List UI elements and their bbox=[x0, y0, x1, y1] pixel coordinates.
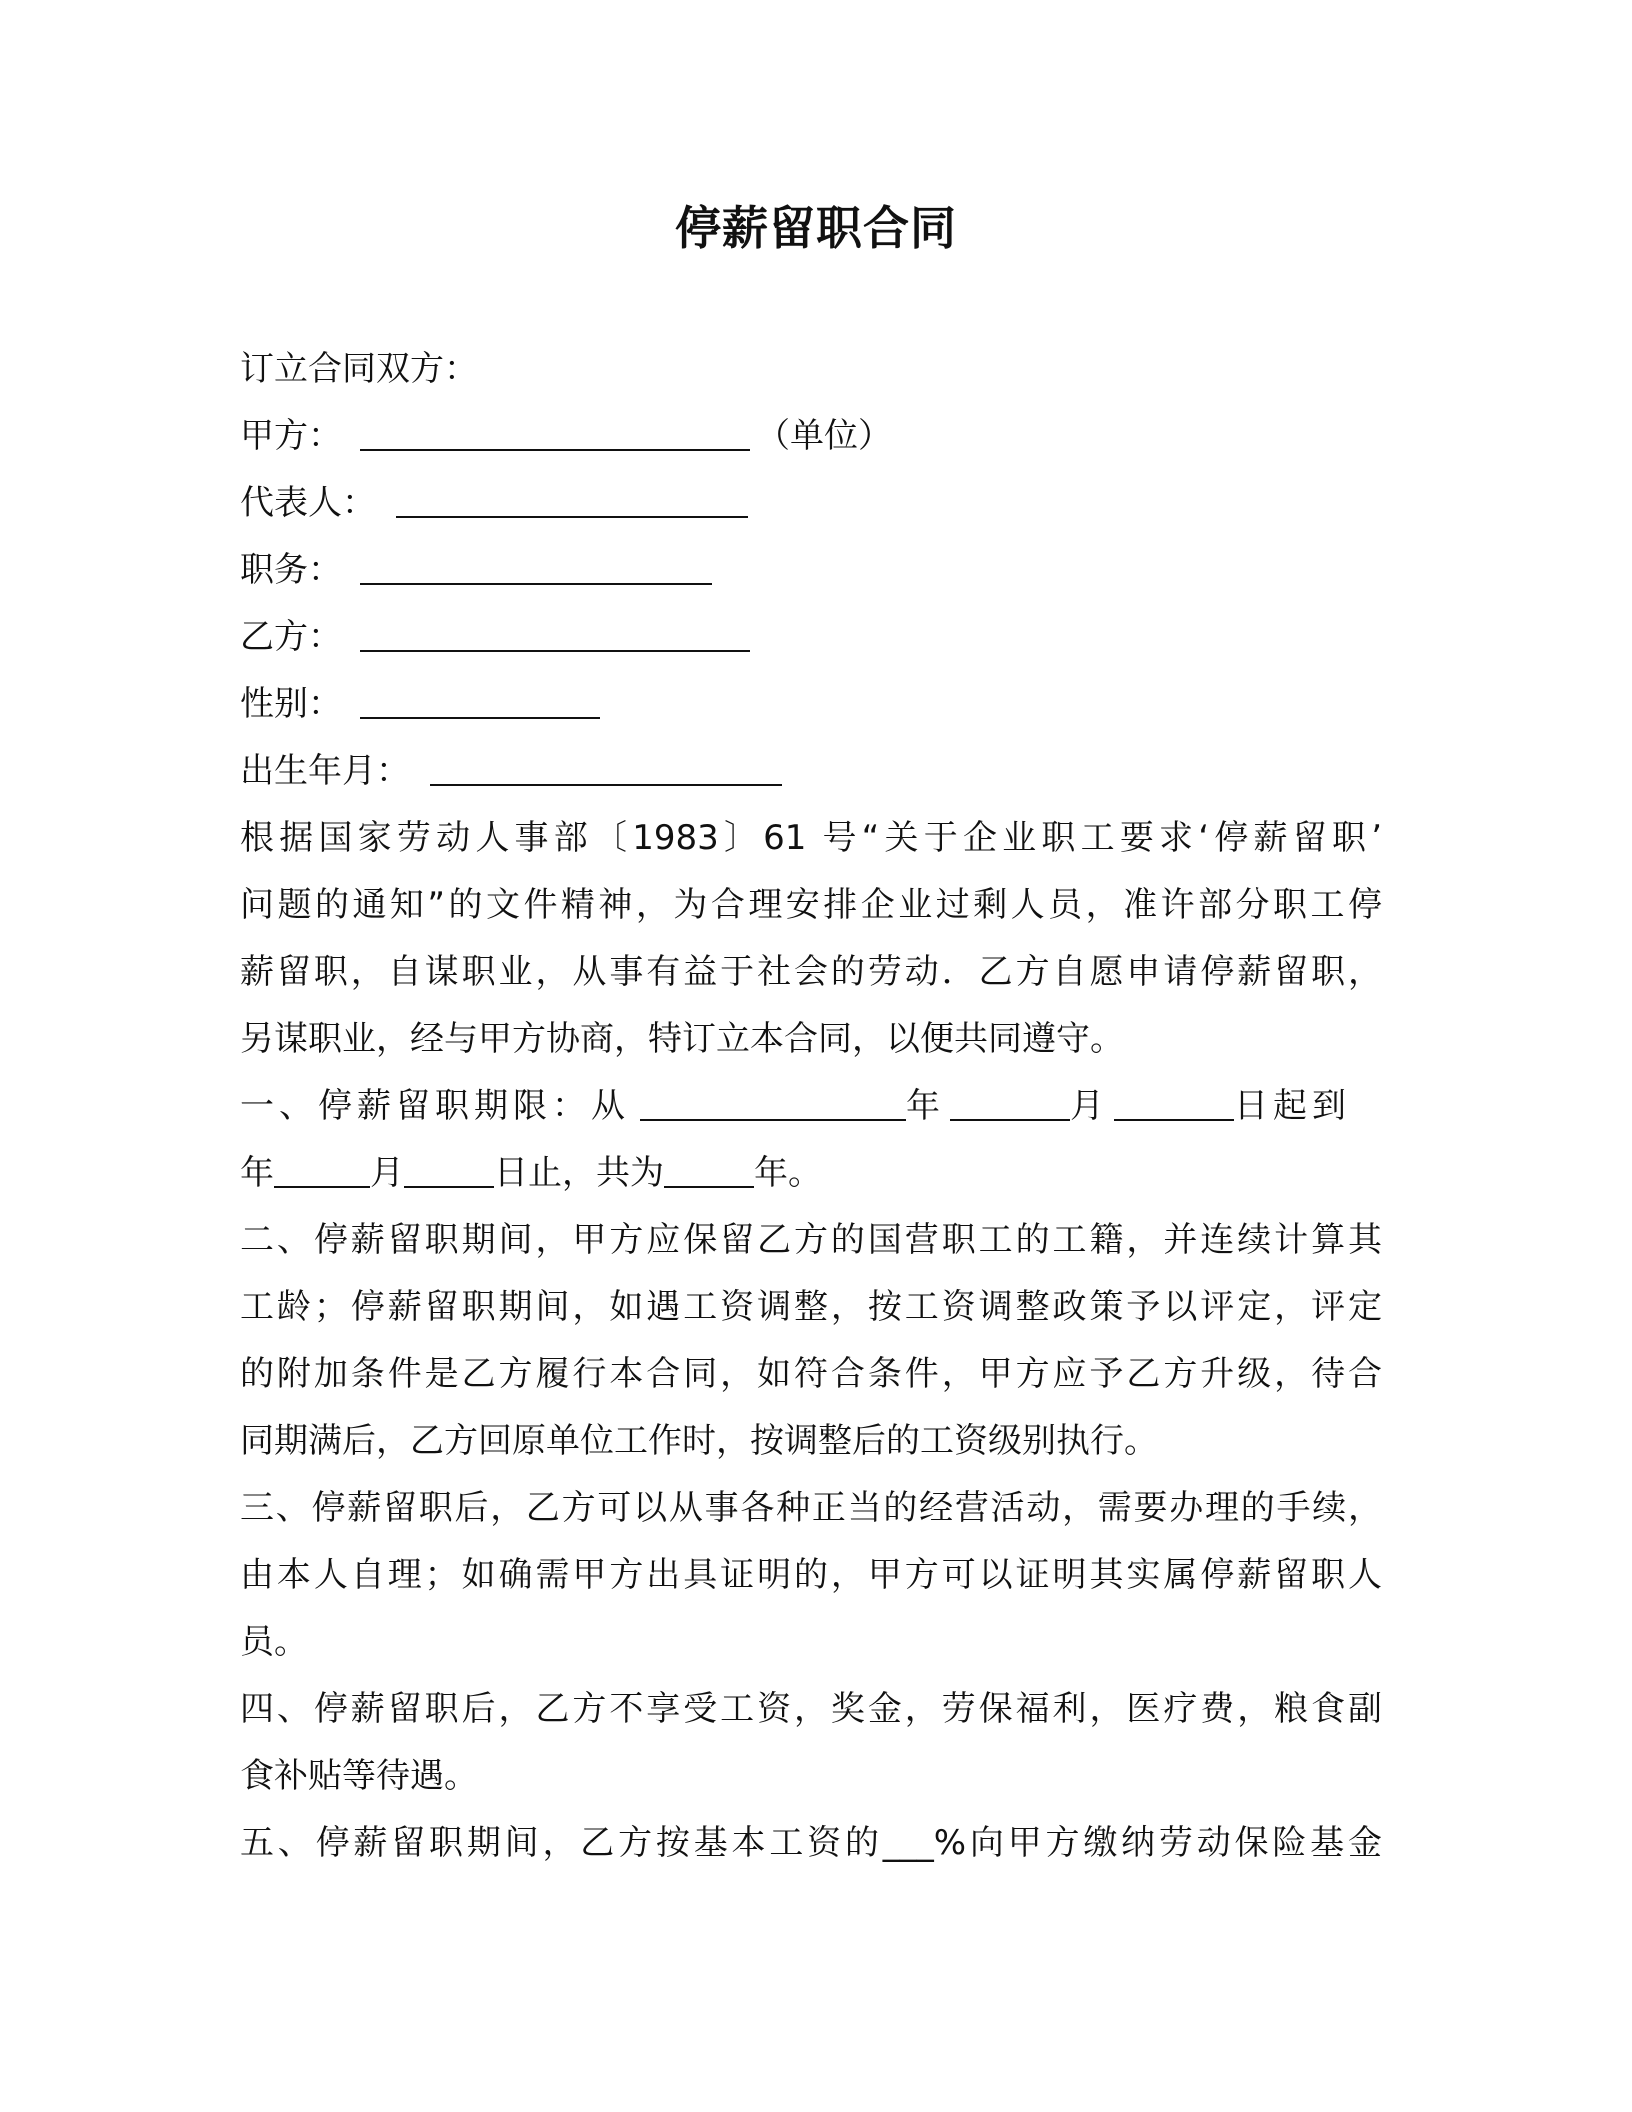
party-a-label: 甲方： bbox=[240, 416, 342, 456]
clause1-start-day-blank[interactable] bbox=[1114, 1083, 1234, 1121]
clause4-line-1: 四、停薪留职后，乙方不享受工资，奖金，劳保福利，医疗费，粮食副 bbox=[240, 1689, 1382, 1729]
clause2-line-4: 同期满后，乙方回原单位工作时，按调整后的工资级别执行。 bbox=[240, 1421, 1158, 1461]
clause1-day-until-label: 日止，共为 bbox=[494, 1153, 664, 1193]
clause1-month2-label: 月 bbox=[370, 1153, 404, 1193]
clause4-line-2: 食补贴等待遇。 bbox=[240, 1756, 478, 1796]
representative-blank[interactable] bbox=[396, 480, 748, 518]
clause1-row-1 bbox=[240, 1081, 1382, 1131]
clause1-end-day-blank[interactable] bbox=[404, 1150, 494, 1188]
preamble-line-4: 另谋职业，经与甲方协商，特订立本合同，以便共同遵守。 bbox=[240, 1019, 1124, 1059]
clause3-line-2: 由本人自理；如确需甲方出具证明的，甲方可以证明其实属停薪留职人 bbox=[240, 1555, 1382, 1595]
gender-blank[interactable] bbox=[360, 681, 600, 719]
position-label: 职务： bbox=[240, 550, 342, 590]
document-title: 停薪留职合同 bbox=[675, 201, 957, 255]
clause3-line-1: 三、停薪留职后，乙方可以从事各种正当的经营活动，需要办理的手续， bbox=[240, 1488, 1382, 1528]
clause2-line-1: 二、停薪留职期间，甲方应保留乙方的国营职工的工籍，并连续计算其 bbox=[240, 1220, 1382, 1260]
clause1-start-month-blank[interactable] bbox=[950, 1083, 1070, 1121]
party-b-blank[interactable] bbox=[360, 614, 750, 652]
birth-blank[interactable] bbox=[430, 748, 782, 786]
party-b-row bbox=[240, 612, 1382, 662]
clause5-line-1: 五、停薪留职期间，乙方按基本工资的___%向甲方缴纳劳动保险基金 bbox=[240, 1823, 1382, 1863]
position-row bbox=[240, 545, 1382, 595]
party-a-blank[interactable] bbox=[360, 413, 750, 451]
clause1-row-2 bbox=[240, 1148, 1382, 1198]
representative-row bbox=[240, 478, 1382, 528]
clause1-year-label: 年 bbox=[906, 1086, 940, 1126]
clause1-total-years-blank[interactable] bbox=[664, 1150, 754, 1188]
representative-label: 代表人： bbox=[240, 483, 376, 523]
party-b-label: 乙方： bbox=[240, 617, 342, 657]
unit-note: （单位） bbox=[756, 416, 892, 456]
clause1-start-year-blank[interactable] bbox=[640, 1083, 906, 1121]
clause1-day-from-label: 日起到 bbox=[1234, 1086, 1351, 1126]
clause1-lead: 一、停薪留职期限：从 bbox=[240, 1086, 630, 1126]
clause1-end-month-blank[interactable] bbox=[274, 1150, 370, 1188]
birth-label: 出生年月： bbox=[240, 751, 410, 791]
clause1-years-end-label: 年。 bbox=[754, 1153, 822, 1193]
clause2-line-2: 工龄；停薪留职期间，如遇工资调整，按工资调整政策予以评定，评定 bbox=[240, 1287, 1382, 1327]
gender-label: 性别： bbox=[240, 684, 342, 724]
preamble-line-2: 问题的通知”的文件精神，为合理安排企业过剩人员，准许部分职工停 bbox=[240, 885, 1382, 925]
clause1-month-label: 月 bbox=[1070, 1086, 1104, 1126]
birth-row bbox=[240, 746, 1382, 796]
parties-heading: 订立合同双方： bbox=[240, 349, 478, 389]
clause2-line-3: 的附加条件是乙方履行本合同，如符合条件，甲方应予乙方升级，待合 bbox=[240, 1354, 1382, 1394]
clause3-line-3: 员。 bbox=[240, 1622, 308, 1662]
position-blank[interactable] bbox=[360, 547, 712, 585]
gender-row bbox=[240, 679, 1382, 729]
party-a-row bbox=[240, 411, 1382, 461]
preamble-line-3: 薪留职，自谋职业，从事有益于社会的劳动．乙方自愿申请停薪留职， bbox=[240, 952, 1382, 992]
preamble-line-1: 根据国家劳动人事部〔1983〕61 号“关于企业职工要求‘停薪留职’ bbox=[240, 818, 1382, 858]
clause1-year2-label: 年 bbox=[240, 1153, 274, 1193]
